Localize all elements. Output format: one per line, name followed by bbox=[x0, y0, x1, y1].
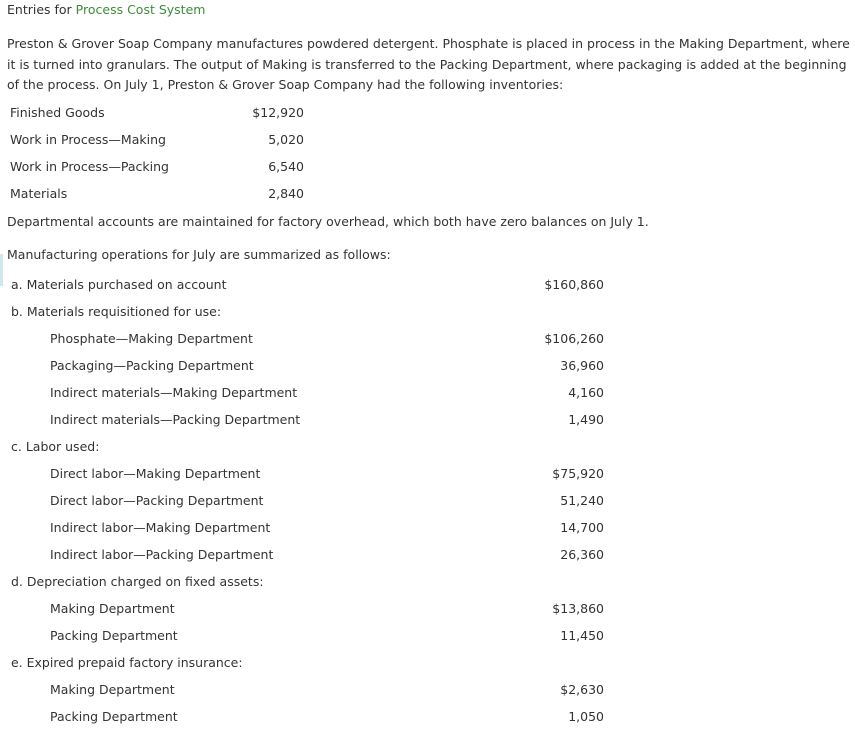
op-b-item-label: Indirect materials—Packing Department bbox=[50, 412, 301, 427]
inventory-value: 6,540 bbox=[268, 159, 304, 174]
overhead-note: Departmental accounts are maintained for factory overhead, which both have zero balances on July 1. bbox=[7, 214, 649, 229]
op-a-value: $160,860 bbox=[544, 277, 604, 292]
op-b-item-label: Indirect materials—Making Department bbox=[50, 385, 298, 400]
inventory-label: Finished Goods bbox=[10, 105, 105, 120]
op-c-item-value: 51,240 bbox=[560, 493, 604, 508]
inventory-label: Materials bbox=[10, 186, 68, 201]
op-d-item-label: Making Department bbox=[50, 601, 175, 616]
op-c-label: c. Labor used: bbox=[11, 439, 100, 454]
title-prefix: Entries for bbox=[7, 2, 76, 17]
op-b-item-value: 4,160 bbox=[568, 385, 604, 400]
summary-intro: Manufacturing operations for July are summarized as follows: bbox=[7, 247, 391, 262]
op-b-item-value: 1,490 bbox=[568, 412, 604, 427]
inventory-value: 2,840 bbox=[268, 186, 304, 201]
op-c-item-value: 14,700 bbox=[560, 520, 604, 535]
op-c-item-label: Indirect labor—Making Department bbox=[50, 520, 271, 535]
op-d-item-value: 11,450 bbox=[560, 628, 604, 643]
process-cost-system-link[interactable]: Process Cost System bbox=[75, 2, 206, 17]
op-c-item-label: Indirect labor—Packing Department bbox=[50, 547, 274, 562]
op-d-item-label: Packing Department bbox=[50, 628, 178, 643]
inventory-value: 5,020 bbox=[268, 132, 304, 147]
op-e-item-label: Making Department bbox=[50, 682, 175, 697]
op-e-label: e. Expired prepaid factory insurance: bbox=[11, 655, 243, 670]
op-c-item-label: Direct labor—Making Department bbox=[50, 466, 261, 481]
op-d-item-value: $13,860 bbox=[552, 601, 604, 616]
inventory-label: Work in Process—Packing bbox=[10, 159, 169, 174]
op-b-item-value: 36,960 bbox=[560, 358, 604, 373]
left-edge-marker bbox=[0, 254, 3, 286]
op-b-label: b. Materials requisitioned for use: bbox=[11, 304, 222, 319]
op-c-item-value: 26,360 bbox=[560, 547, 604, 562]
op-b-item-value: $106,260 bbox=[544, 331, 604, 346]
op-e-item-label: Packing Department bbox=[50, 709, 178, 724]
op-b-item-label: Phosphate—Making Department bbox=[50, 331, 253, 346]
op-a-label: a. Materials purchased on account bbox=[11, 277, 227, 292]
op-d-label: d. Depreciation charged on fixed assets: bbox=[11, 574, 264, 589]
inventory-value: $12,920 bbox=[252, 105, 304, 120]
intro-paragraph: Preston & Grover Soap Company manufactures powdered detergent. Phosphate is placed in process in the Making Department, where it is turned into granulars. The output of Making is transferred to the Packing Department, where packaging is added at the beginning of the process. On July 1, Preston & Grover Soap Company had the following inventories: bbox=[7, 36, 850, 92]
page-title bbox=[7, 2, 205, 17]
op-e-item-value: 1,050 bbox=[568, 709, 604, 724]
op-c-item-value: $75,920 bbox=[552, 466, 604, 481]
op-e-item-value: $2,630 bbox=[560, 682, 604, 697]
inventory-label: Work in Process—Making bbox=[10, 132, 166, 147]
op-b-item-label: Packaging—Packing Department bbox=[50, 358, 254, 373]
op-c-item-label: Direct labor—Packing Department bbox=[50, 493, 264, 508]
